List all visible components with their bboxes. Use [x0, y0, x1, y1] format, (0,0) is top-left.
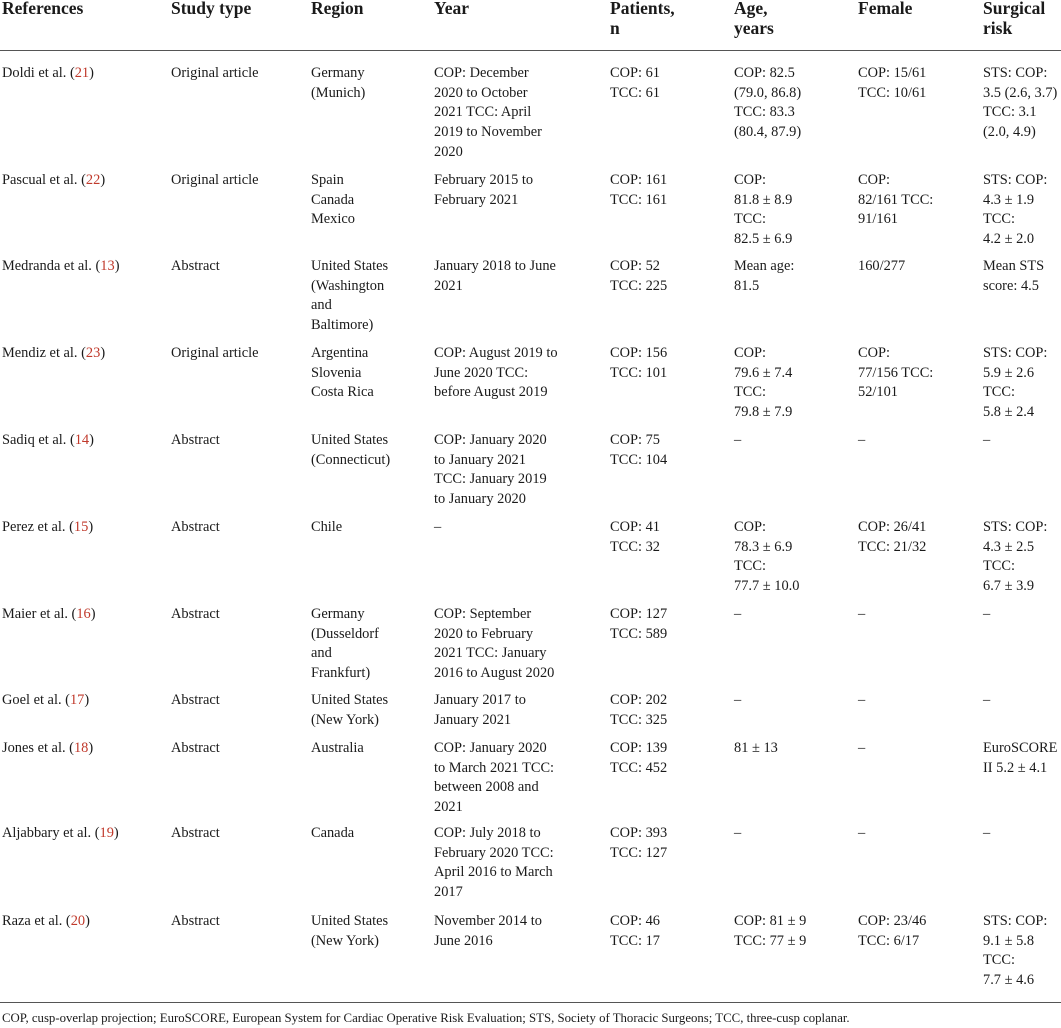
cell-study-type: Abstract — [171, 740, 220, 756]
table-header — [0, 0, 1061, 50]
reference-close: ) — [89, 65, 94, 81]
reference-link[interactable]: 20 — [70, 913, 86, 929]
reference-author: Medranda et al. ( — [2, 258, 101, 274]
reference-close: ) — [100, 172, 106, 188]
cell-year: November 2014 to June 2016 — [434, 913, 542, 949]
cell-year: COP: January 2020 to January 2021 TCC: January 2019 to January 2020 — [434, 432, 547, 508]
cell-reference — [2, 518, 93, 538]
cell-female: COP: 23/46 TCC: 6/17 — [858, 913, 927, 949]
col-header-region: Region — [311, 0, 364, 18]
cell-reference — [2, 431, 94, 451]
cell-year: – — [434, 519, 442, 535]
cell-year: January 2018 to June 2021 — [434, 258, 556, 294]
cell-region: Germany (Dusseldorf and Frankfurt) — [311, 606, 379, 682]
reference-close: ) — [114, 258, 120, 274]
cell-reference — [2, 824, 119, 844]
reference-author: Perez et al. ( — [2, 519, 74, 535]
cell-reference — [2, 171, 105, 191]
cell-surgical-risk: STS: COP: 4.3 ± 1.9 TCC: 4.2 ± 2.0 — [983, 172, 1048, 248]
cell-year: COP: July 2018 to February 2020 TCC: April 2016 to March 2017 — [434, 825, 554, 901]
cell-study-type: Abstract — [171, 692, 220, 708]
cell-study-type: Original article — [171, 345, 259, 361]
cell-surgical-risk: STS: COP: 3.5 (2.6, 3.7) TCC: 3.1 (2.0, 4.9) — [983, 65, 1058, 141]
col-header-references: References — [2, 0, 84, 18]
col-header-year: Year — [434, 0, 469, 18]
reference-link[interactable]: 14 — [74, 432, 90, 448]
cell-surgical-risk: – — [983, 606, 991, 622]
cell-female: – — [858, 606, 866, 622]
reference-close: ) — [88, 740, 94, 756]
cell-region: United States (Washington and Baltimore) — [311, 258, 389, 334]
cell-study-type: Abstract — [171, 432, 220, 448]
cell-patients: COP: 156 TCC: 101 — [610, 345, 668, 381]
cell-region: Spain Canada Mexico — [311, 172, 355, 228]
cell-study-type: Original article — [171, 65, 259, 81]
cell-study-type: Original article — [171, 172, 259, 188]
cell-age: – — [734, 432, 742, 448]
cell-reference — [2, 912, 90, 932]
cell-patients: COP: 161 TCC: 161 — [610, 172, 668, 208]
cell-patients: COP: 46 TCC: 17 — [610, 913, 660, 949]
reference-close: ) — [89, 432, 94, 448]
cell-region: Canada — [311, 825, 355, 841]
reference-link[interactable]: 15 — [73, 519, 89, 535]
bottom-rule — [0, 1002, 1061, 1003]
cell-patients: COP: 393 TCC: 127 — [610, 825, 668, 861]
reference-close: ) — [85, 913, 90, 929]
cell-year: COP: January 2020 to March 2021 TCC: between 2008 and 2021 — [434, 740, 555, 816]
cell-region: United States (New York) — [311, 692, 389, 728]
cell-surgical-risk: EuroSCORE II 5.2 ± 4.1 — [983, 740, 1058, 776]
cell-study-type: Abstract — [171, 258, 220, 274]
cell-female: 160/277 — [858, 258, 906, 274]
cell-female: – — [858, 692, 866, 708]
cell-reference — [2, 691, 89, 711]
col-header-patients: Patients, n — [610, 0, 675, 38]
cell-age: COP: 79.6 ± 7.4 TCC: 79.8 ± 7.9 — [734, 345, 793, 421]
cell-year: January 2017 to January 2021 — [434, 692, 526, 728]
col-header-female: Female — [858, 0, 913, 18]
reference-author: Sadiq et al. ( — [2, 432, 75, 448]
reference-link[interactable]: 21 — [74, 65, 90, 81]
reference-close: ) — [88, 519, 94, 535]
cell-female: COP: 82/161 TCC: 91/161 — [858, 172, 934, 228]
cell-female: – — [858, 432, 866, 448]
cell-age: COP: 81 ± 9 TCC: 77 ± 9 — [734, 913, 807, 949]
cell-patients: COP: 139 TCC: 452 — [610, 740, 668, 776]
cell-age: – — [734, 692, 742, 708]
header-rule — [0, 50, 1061, 51]
cell-region: Australia — [311, 740, 364, 756]
cell-study-type: Abstract — [171, 519, 220, 535]
reference-author: Doldi et al. ( — [2, 65, 75, 81]
cell-reference — [2, 344, 105, 364]
cell-surgical-risk: Mean STS score: 4.5 — [983, 258, 1045, 294]
cell-age: COP: 82.5 (79.0, 86.8) TCC: 83.3 (80.4, 87.9) — [734, 65, 802, 141]
reference-link[interactable]: 16 — [76, 606, 91, 622]
cell-female: – — [858, 740, 866, 756]
cell-age: – — [734, 825, 742, 841]
cell-surgical-risk: – — [983, 825, 991, 841]
col-header-study-type: Study type — [171, 0, 252, 18]
cell-reference — [2, 605, 96, 625]
reference-close: ) — [100, 345, 106, 361]
cell-region: Argentina Slovenia Costa Rica — [311, 345, 374, 401]
reference-author: Aljabbary et al. ( — [2, 825, 100, 841]
col-header-surgical-risk: Surgical risk — [983, 0, 1046, 38]
reference-close: ) — [84, 692, 90, 708]
reference-link[interactable]: 18 — [73, 740, 89, 756]
reference-author: Jones et al. ( — [2, 740, 74, 756]
table-footnote: COP, cusp-overlap projection; EuroSCORE, European System for Cardiac Operative Risk Evaluation; STS, Society of Thoracic Surgeons; TCC, three-cusp coplanar. — [2, 1011, 850, 1025]
cell-female: COP: 15/61 TCC: 10/61 — [858, 65, 927, 101]
cell-surgical-risk: STS: COP: 9.1 ± 5.8 TCC: 7.7 ± 4.6 — [983, 913, 1048, 989]
cell-year: February 2015 to February 2021 — [434, 172, 534, 208]
cell-reference — [2, 257, 119, 277]
cell-female: – — [858, 825, 866, 841]
reference-link[interactable]: 23 — [85, 345, 101, 361]
cell-patients: COP: 75 TCC: 104 — [610, 432, 668, 468]
cell-age: 81 ± 13 — [734, 740, 778, 756]
cell-year: COP: September 2020 to February 2021 TCC: January 2016 to August 2020 — [434, 606, 555, 682]
cell-year: COP: August 2019 to June 2020 TCC: before August 2019 — [434, 345, 558, 401]
reference-author: Maier et al. ( — [2, 606, 77, 622]
reference-author: Pascual et al. ( — [2, 172, 86, 188]
cell-surgical-risk: STS: COP: 5.9 ± 2.6 TCC: 5.8 ± 2.4 — [983, 345, 1048, 421]
cell-patients: COP: 202 TCC: 325 — [610, 692, 668, 728]
reference-link[interactable]: 19 — [99, 825, 114, 841]
cell-age: – — [734, 606, 742, 622]
cell-surgical-risk: – — [983, 692, 991, 708]
cell-age: Mean age: 81.5 — [734, 258, 795, 294]
reference-close: ) — [113, 825, 119, 841]
cell-patients: COP: 41 TCC: 32 — [610, 519, 660, 555]
reference-author: Goel et al. ( — [2, 692, 70, 708]
reference-author: Mendiz et al. ( — [2, 345, 86, 361]
cell-surgical-risk: STS: COP: 4.3 ± 2.5 TCC: 6.7 ± 3.9 — [983, 519, 1048, 595]
cell-age: COP: 81.8 ± 8.9 TCC: 82.5 ± 6.9 — [734, 172, 793, 248]
reference-author: Raza et al. ( — [2, 913, 71, 929]
cell-age: COP: 78.3 ± 6.9 TCC: 77.7 ± 10.0 — [734, 519, 800, 595]
cell-study-type: Abstract — [171, 606, 220, 622]
cell-patients: COP: 52 TCC: 225 — [610, 258, 668, 294]
cell-surgical-risk: – — [983, 432, 991, 448]
cell-region: Germany (Munich) — [311, 65, 366, 101]
cell-patients: COP: 127 TCC: 589 — [610, 606, 668, 642]
cell-reference — [2, 739, 93, 759]
cell-patients: COP: 61 TCC: 61 — [610, 65, 660, 101]
reference-close: ) — [90, 606, 96, 622]
cell-region: United States (Connecticut) — [311, 432, 391, 468]
col-header-age: Age, years — [734, 0, 774, 38]
cell-female: COP: 26/41 TCC: 21/32 — [858, 519, 927, 555]
cell-reference — [2, 64, 94, 84]
cell-year: COP: December 2020 to October 2021 TCC: April 2019 to November 2020 — [434, 65, 542, 160]
cell-region: United States (New York) — [311, 913, 389, 949]
cell-region: Chile — [311, 519, 343, 535]
reference-link[interactable]: 13 — [100, 258, 115, 274]
cell-female: COP: 77/156 TCC: 52/101 — [858, 345, 934, 401]
reference-link[interactable]: 17 — [69, 692, 85, 708]
cell-study-type: Abstract — [171, 825, 220, 841]
cell-study-type: Abstract — [171, 913, 220, 929]
reference-link[interactable]: 22 — [85, 172, 101, 188]
